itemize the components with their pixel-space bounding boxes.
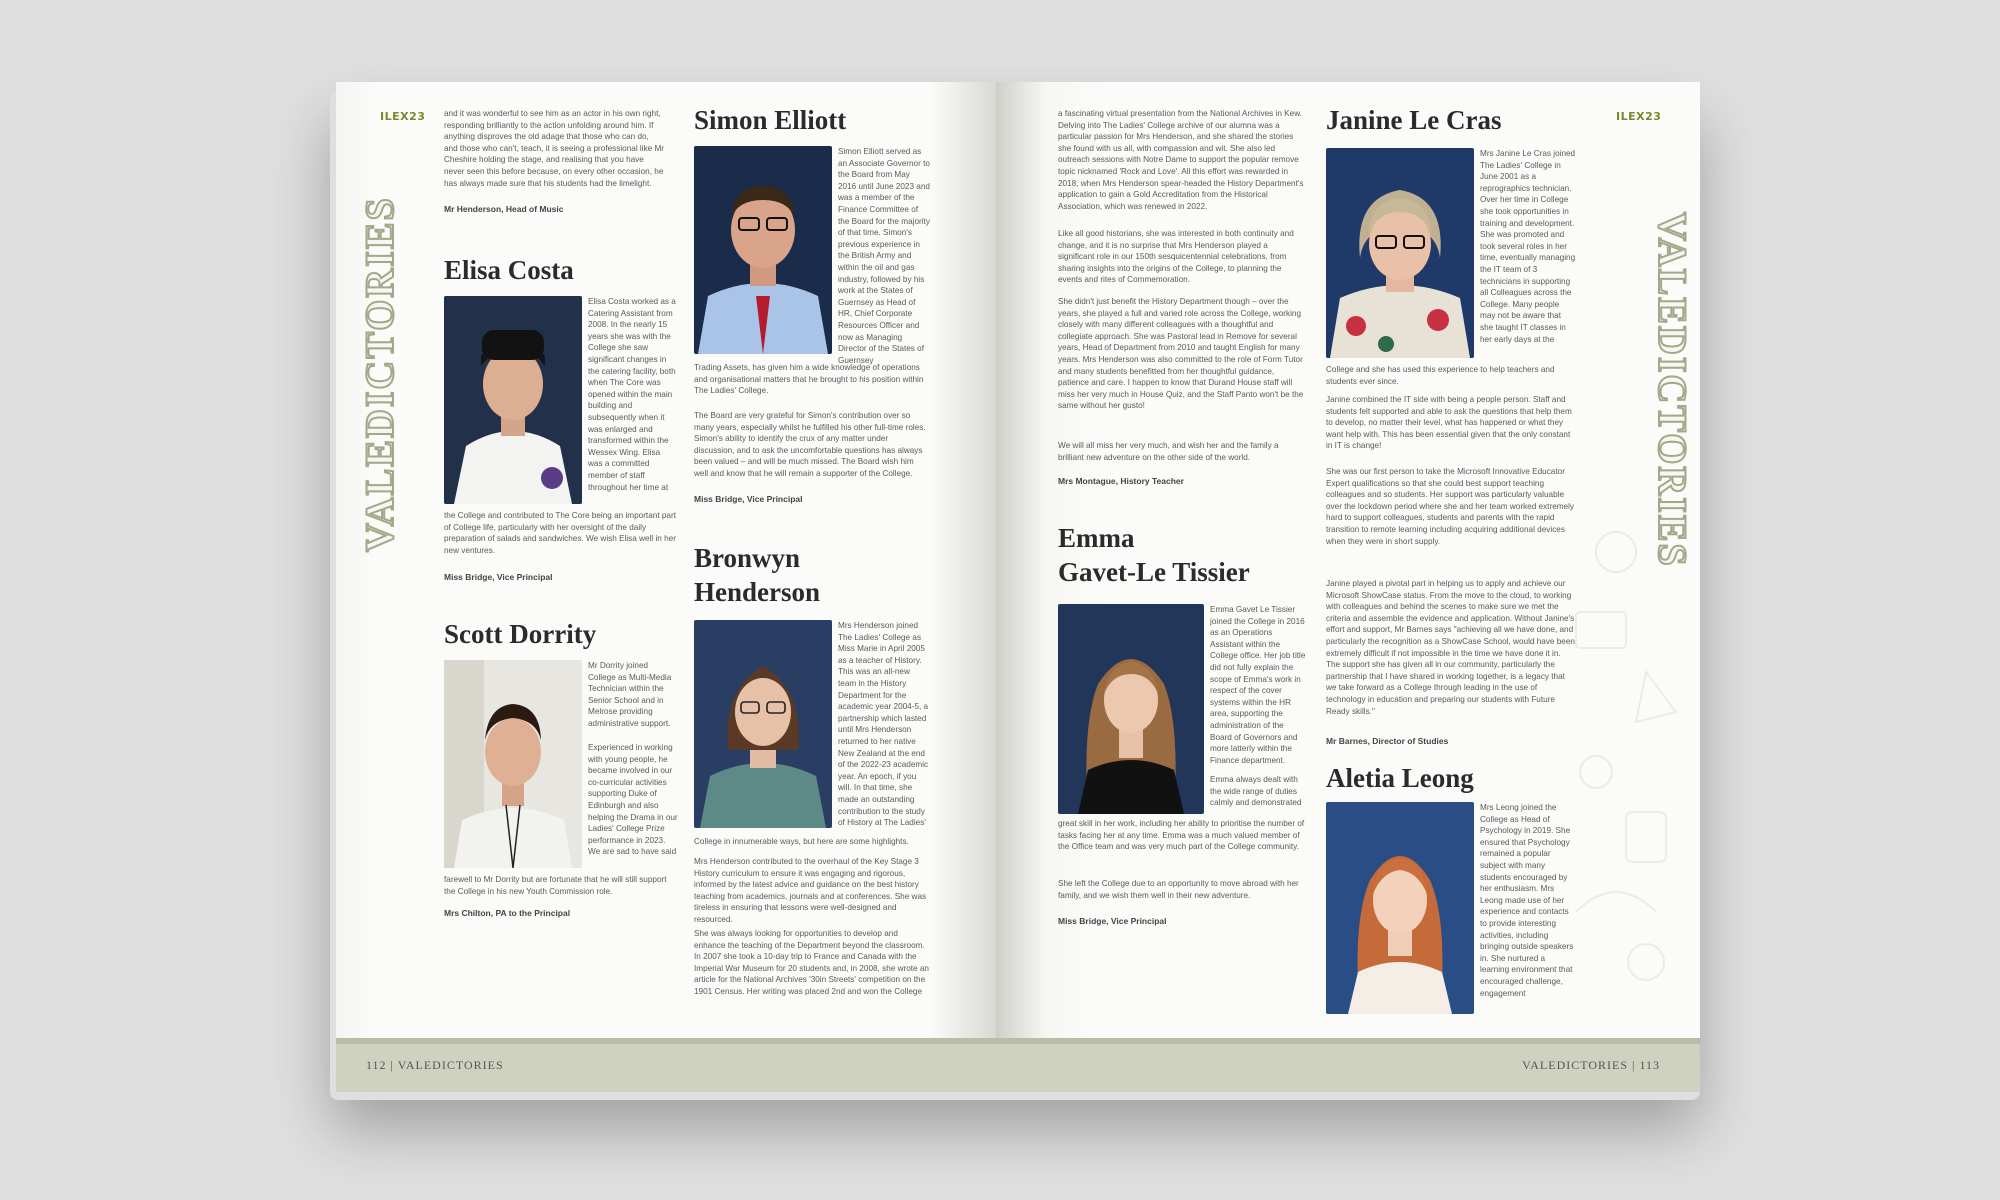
scott-text-side-1: Mr Dorrity joined College as Multi-Media Technician within the Senior School and in Melrose providing administrative support. [588,661,672,728]
scott-text-side-2: Experienced in working with young people, he became involved in our co-curricular activities supporting Duke of Edinburgh and also helping the Drama in our Ladies' College Prize performance in 2023. We are sad to have said [588,743,678,857]
simon-text-full-2: The Board are very grateful for Simon's contribution over so many years, especially whilst he fulfilled his other full-time roles. Simon's ability to identify the crux of any matter under discussion, and to ask the uncomfortable questions has always been valued – and will be much missed. The Board wish him well and know that he will remain a supporter of the College. [694,411,926,478]
simon-photo [694,146,832,354]
intro-text: and it was wonderful to see him as an actor in his own right, responding brilliantly to the action unfolding around him. If anything disproves the old adage that those who can do, and those who can't, teach, it is seeing a professional like Mr Cheshire holding the stage, and realising that you have never seen this before because, on every other occasion, he has always made sure that his students had the limelight. [444,109,665,188]
janine-photo [1326,148,1474,358]
decorative-doodles [1556,512,1696,1012]
janine-text-full-4: Janine played a pivotal part in helping us to apply and achieve our Microsoft ShowCase status. From the move to the cloud, to working with colleagues and behind the scenes to make sure we met the criteria and assemble the evidence and application. Without Janine's effort and support, Mr Barnes says "achieving all we have done, and particularly the recognition as a ShowCase School, would have been extremely difficult if not impossible in the time we have done it in. The support she has given all in our community, particularly the partnership that I have shared in working together, is a legacy that we take forward as a College through leading in the use of technology in education and preparing our students with Future Ready skills." [1326,579,1575,716]
bronwyn-text-full-2: Mrs Henderson contributed to the overhaul of the Key Stage 3 History curriculum to ensure it was engaging and rigorous, informed by the latest advice and guidance on the best history teaching from academics, journals and at conferences. She was tireless in ensuring that lessons were well-designed and resourced. [694,857,927,924]
side-title: VALEDICTORIES [357,196,402,552]
aletia-name: Aletia Leong [1326,763,1474,793]
aletia-text-side: Mrs Leong joined the College as Head of Psychology in 2019. She ensured that Psychology remained a popular subject with many students encouraged by her enthusiasm. Mrs Leong made use of her experience and contacts to provide interesting activities, including bringing outside speakers in. She nurtured a learning environment that encouraged challenge, engagement [1480,803,1574,998]
bronwyn-signature: Mrs Montague, History Teacher [1058,476,1184,486]
emma-name [1058,522,1250,590]
scott-text-full: farewell to Mr Dorrity but are fortunate that he will still support the College in his new Youth Commission role. [444,875,667,896]
elisa-text-full: the College and contributed to The Core being an important part of College life, particularly with her oversight of the daily preparation of salads and sandwiches. We wish Elisa well in her new ventures. [444,511,676,555]
emma-signature: Miss Bridge, Vice Principal [1058,916,1167,926]
left-page [336,82,996,1092]
elisa-photo [444,296,582,504]
left-footer [336,1038,996,1092]
bronwyn-cont-1: a fascinating virtual presentation from the National Archives in Kew. Delving into The Ladies' College archive of our alumna was a particular passion for Mrs Henderson, and she shared the stories she found with us all, with compassion and wit. She also led outreach sessions with Notre Dame to support the popular remove topic nicknamed 'Rock and Love'. All this effort was rewarded in 2018, when Mrs Henderson spear-headed the History Department's application to gain a Gold Accreditation from the Historical Association, which was renewed in 2022. [1058,109,1304,211]
bronwyn-photo [694,620,832,828]
janine-name: Janine Le Cras [1326,105,1502,135]
bronwyn-name-line-1: Bronwyn [694,543,801,573]
bronwyn-text-side: Mrs Henderson joined The Ladies' College as Miss Marie in April 2005 as a teacher of History. This was an all-new team in the History Department for the academic year 2004-5, a partnership which lasted until Mrs Henderson returned to her native New Zealand at the end of the 2022-23 academic year. An epoch, if you will. In that time, she made an outstanding contribution to the study of History at The Ladies' [838,621,929,828]
janine-text-full-3: She was our first person to take the Microsoft Innovative Educator Expert qualifications so that she could best support teaching colleagues and so students. Her support was particularly valuable over the lockdown period where she and her team worked extremely hard to support colleagues, students and parents with the rapid transition to remote learning including acquiring additional devices when they were in short supply. [1326,467,1575,546]
elisa-signature: Miss Bridge, Vice Principal [444,572,553,582]
emma-text-side-2: Emma always dealt with the wide range of duties calmly and demonstrated [1210,775,1302,808]
janine-text-side: Mrs Janine Le Cras joined The Ladies' College in June 2001 as a reprographics technician. Over her time in College she took opportunities in training and development. She was promoted and took several roles in her time, eventually managing the IT team of 3 technicians in supporting all Colleagues across the College. Many people may not be aware that she taught IT classes in her early days at the [1480,149,1576,344]
right-page [996,82,1700,1092]
simon-text-side: Simon Elliott served as an Associate Governor to the Board from May 2016 until June 2023 and was a member of the Finance Committee of the Board for the majority of that time. Simon's previous experience in the British Army and within the oil and gas industry, followed by his work at the States of Guernsey as Head of HR, Chief Corporate Resources Officer and now as Managing Director of the States of Guernsey [838,147,930,365]
janine-text-full-1: College and she has used this experience to help teachers and students ever since. [1326,365,1555,386]
simon-name: Simon Elliott [694,105,847,135]
elisa-name: Elisa Costa [444,255,574,285]
right-footer-text: VALEDICTORIES | 113 [1522,1058,1660,1072]
bronwyn-cont-3: She didn't just benefit the History Department though – over the years, she played a full and varied role across the College, working closely with many different colleagues with a thoughtful and collegiate approach. She was Pastoral lead in Remove for several years, Head of Department from 2010 and taught English for many years. Mrs Henderson was also committed to the role of Form Tutor and many students benefitted from her thoughtful guidance, patience and care. I happen to know that Durand House staff will miss her very much in House Quiz, and the Staff Panto won't be the same without her gusto! [1058,297,1304,411]
simon-text-full-1: Trading Assets, has given him a wide knowledge of operations and organisational matters that he brought to his position within The Ladies' College. [694,363,924,396]
scott-photo [444,660,582,868]
emma-name-line-2: Gavet-Le Tissier [1058,556,1250,587]
bronwyn-text-full-1: College in innumerable ways, but here are some highlights. [694,837,909,846]
right-footer [996,1038,1700,1092]
emma-text-side-1: Emma Gavet Le Tissier joined the College in 2016 as an Operations Assistant within the College office. Her job title did not fully explain the scope of Emma's work in respect of the cover systems within the HR area, supporting the administration of the Board of Governors and more latterly within the Finance department. [1210,605,1306,765]
ilex-logo: ILEX23 [380,110,426,123]
aletia-photo [1326,802,1474,1014]
scott-name: Scott Dorrity [444,619,597,649]
bronwyn-text-full-3: She was always looking for opportunities to develop and enhance the teaching of the Department beyond the classroom. In 2007 she took a 10-day trip to France and Canada with the Imperial War Museum for 20 students and, in 2008, she wrote an article for the National Archives '30in Streets' competition on the 1901 Census. Her writing was placed 2nd and won the College [694,929,929,996]
elisa-text-side: Elisa Costa worked as a Catering Assistant from 2008. In the nearly 15 years she was with the College she saw significant changes in the catering facility, both when The Core was opened within the main building and subsequently when it was enlarged and transformed within the Wessex Wing. Elisa was a committed member of staff throughout her time at [588,297,676,492]
ilex-logo: ILEX23 [1616,110,1662,123]
intro-signature: Mr Henderson, Head of Music [444,204,564,214]
bronwyn-cont-2: Like all good historians, she was interested in both continuity and change, and it is no surprise that Mrs Henderson played a significant role in our 150th sesquicentennial celebrations, from sharing insights into the origins of the College, to planning the events and rites of Commemoration. [1058,229,1294,285]
scott-signature: Mrs Chilton, PA to the Principal [444,908,571,918]
bronwyn-name-line-2: Henderson [694,576,821,607]
bronwyn-name [694,542,820,610]
janine-signature: Mr Barnes, Director of Studies [1326,736,1449,746]
emma-photo [1058,604,1204,814]
left-footer-text: 112 | VALEDICTORIES [366,1058,504,1072]
emma-text-full-1: great skill in her work, including her ability to prioritise the number of tasks facing her at any time. Emma was a much valued member of the Office team and was very much part of the College community. [1058,819,1305,852]
side-title: VALEDICTORIES [1650,212,1695,568]
janine-text-full-2: Janine combined the IT side with being a people person. Staff and students felt supported and able to ask the questions that help them to develop, no matter their level, what has happened or what they want help with. This has been essential given that the only constant in IT is change! [1326,395,1572,451]
bronwyn-cont-4: We will all miss her very much, and wish her and the family a brilliant new adventure on the other side of the world. [1058,441,1279,462]
emma-text-full-2: She left the College due to an opportunity to move abroad with her family, and we wish them well in their new adventure. [1058,879,1299,900]
simon-signature: Miss Bridge, Vice Principal [694,494,803,504]
emma-name-line-1: Emma [1058,523,1135,553]
